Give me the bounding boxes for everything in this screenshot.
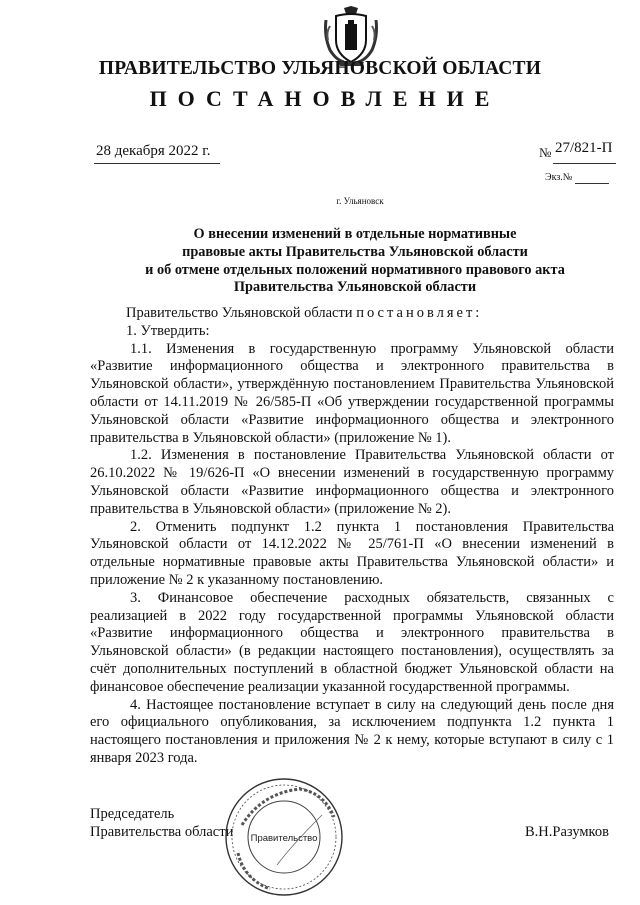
intro-suffix: : (475, 305, 480, 321)
copy-number-underline (575, 171, 609, 184)
signatory-title (90, 806, 233, 842)
seal-text: Правительство (250, 833, 318, 844)
title-line: и об отмене отдельных положений нормативного правового акта (145, 261, 565, 278)
organization-name: ПРАВИТЕЛЬСТВО УЛЬЯНОВСКОЙ ОБЛАСТИ (98, 58, 542, 79)
copy-number-label: Экз.№ (545, 172, 573, 183)
intro-paragraph (90, 305, 614, 323)
paragraph-1-2: 1.2. Изменения в постановление Правительства Ульяновской области от 26.10.2022 № 19/626-П «О внесении изменений в государственную программу Ульяновской области «Развитие информационного общества и электронного правительства в Ульяновской области» (приложение № 2). (90, 447, 614, 517)
number-sign: № (539, 145, 552, 160)
coat-of-arms-emblem (322, 6, 380, 66)
signatory-name: В.Н.Разумков (525, 824, 609, 840)
document-body (90, 305, 614, 768)
document-title (90, 226, 620, 297)
title-line: Правительства Ульяновской области (233, 279, 477, 296)
official-seal (222, 775, 347, 900)
paragraph-2: 2. Отменить подпункт 1.2 пункта 1 постановления Правительства Ульяновской области от 14.12.2022 № 25/761-П «О внесении изменений в отдельные нормативные правовые акты Правительства Ульяновской области» и приложение № 2 к указанному постановлению. (90, 518, 614, 588)
intro-prefix: Правительство Ульяновской области (126, 305, 353, 321)
signatory-title-line2: Правительства области (90, 823, 234, 840)
paragraph-3: 3. Финансовое обеспечение расходных обязательств, связанных с реализацией в 2022 году государственной программы Ульяновской области «Развитие информационного общества и электронного правительства в Ульяновской области» (в редакции настоящего постановления), осуществлять за счёт дополнительных поступлений в областной бюджет Ульяновской области на финансовое обеспечение реализации указанной государственной программы. (90, 589, 614, 695)
city: г. Ульяновск (336, 196, 384, 206)
paragraph-1-1: 1.1. Изменения в государственную программу Ульяновской области «Развитие информационного общества и электронного правительства в Ульяновской области», утверждённую постановлением Правительства Ульяновской области от 14.11.2019 № 26/585-П «Об утверждении государственной программы Ульяновской области «Развитие информационного общества и электронного правительства в Ульяновской области» (приложение № 1). (90, 340, 614, 446)
signatory-title-line1: Председатель (90, 806, 175, 822)
document-number: 27/821-П (555, 140, 613, 156)
intro-verb: постановляет (356, 305, 476, 321)
document-type: ПОСТАНОВЛЕНИЕ (149, 86, 501, 111)
document-date: 28 декабря 2022 г. (96, 143, 211, 159)
paragraph-4: 4. Настоящее постановление вступает в силу на следующий день после дня его официального опубликования, за исключением подпункта 1.2 пункта 1 настоящего постановления и приложения № 2 к нему, которые вступают в силу с 1 января 2023 года. (90, 696, 614, 766)
paragraph-1: 1. Утвердить: (126, 322, 210, 339)
title-line: правовые акты Правительства Ульяновской области (182, 243, 528, 260)
title-line: О внесении изменений в отдельные нормативные (193, 226, 517, 242)
